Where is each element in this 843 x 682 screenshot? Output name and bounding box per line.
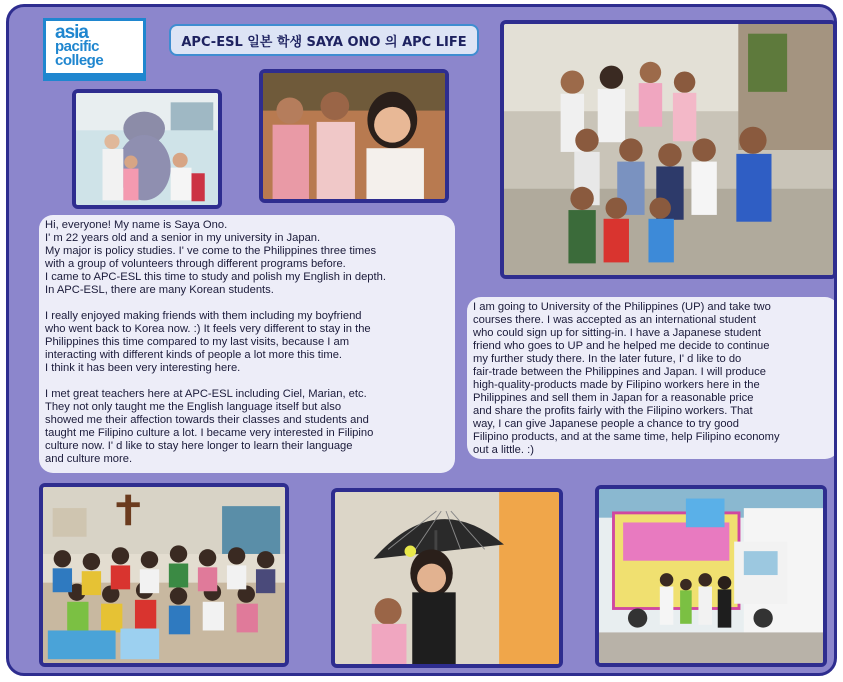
future-plans-panel (467, 297, 837, 459)
apc-logo (43, 18, 146, 81)
photo-ice-cream-truck (595, 485, 827, 667)
page-board (6, 4, 837, 676)
photo-selfie-girls (259, 69, 449, 203)
intro-paragraph-2: I really enjoyed making friends with them including my boyfriend who went back to Korea now. :) It feels very different to stay in the Philippines this time compared to my last visits, because I am interacting with different kinds of people a lot more this time. I think it has been very interesting here. (45, 310, 371, 374)
photo-mascot-students (72, 89, 222, 209)
logo-bar (46, 73, 143, 78)
photo-classroom-group (39, 483, 289, 667)
logo-line-1: asia (55, 22, 88, 43)
future-plans-text: I am going to University of the Philippines (UP) and take two courses there. I was accepted as an international student who could sign up for sitting-in. I have a Japanese student friend who goes to UP and he helped me decide to continue my further study there. In the later future, I' d like to do fair-trade between the Philippines and Japan. I will produce high-quality-products made by Filipino workers here in the Philippines and sell them in Japan for a reasonable price and share the profits fairly with the Filipino workers. That way, I can give Japanese people a chance to try good Filipino products, and at the same time, help Filipino economy out a little. :) (473, 301, 780, 456)
photo-kids-group (500, 20, 837, 279)
intro-text-panel (39, 215, 455, 473)
logo-line-3: college (55, 52, 104, 69)
intro-paragraph-3: I met great teachers here at APC-ESL including Ciel, Marian, etc. They not only taught me the English language itself but also showed me their affection towards their classes and students and taught me Filipino culture a lot. I became very interested in Filipino culture now. I' d like to stay here longer to learn their language and culture more. (45, 388, 374, 465)
photo-umbrella (331, 488, 563, 668)
logo-line-2: pacific (55, 38, 100, 55)
page-title: APC-ESL 일본 학생 SAYA ONO 의 APC LIFE (169, 24, 479, 56)
intro-paragraph-1: Hi, everyone! My name is Saya Ono. I' m 22 years old and a senior in my university in Japan. My major is policy studies. I' ve come to the Philippines three times with a group of volunteers through different programs before. I came to APC-ESL this time to study and polish my English in depth. In APC-ESL, there are many Korean students. (45, 219, 386, 296)
